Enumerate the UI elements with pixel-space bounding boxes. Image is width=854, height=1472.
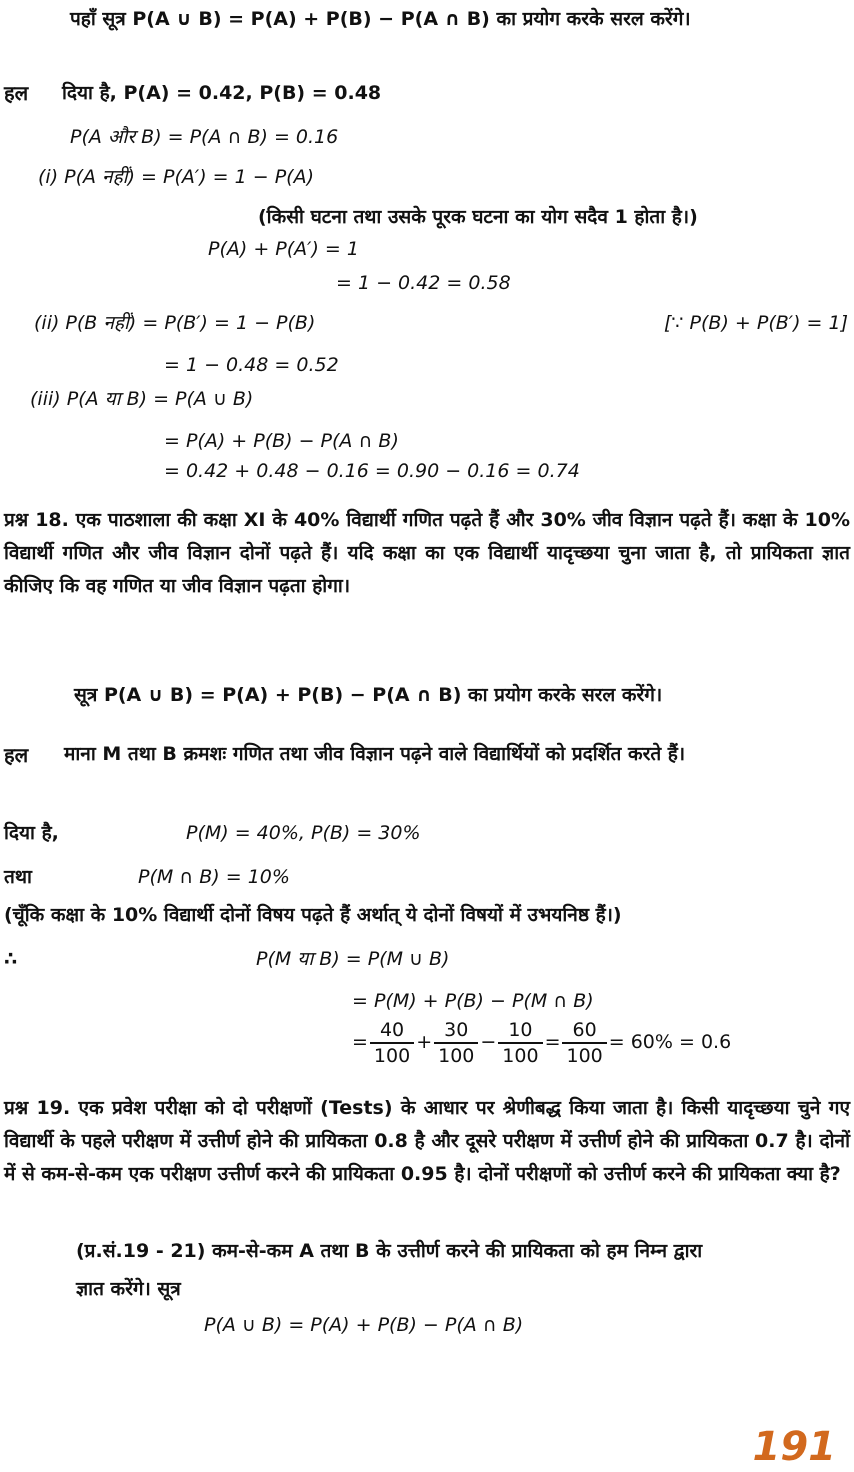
fraction-denominator: 100 (502, 1044, 539, 1067)
q18-step-2: = P(M) + P(B) − P(M ∩ B) (352, 990, 594, 1012)
q19-hint-1: (प्र.सं.19 - 21) कम-से-कम A तथा B के उत्तीर्ण करने की प्रायिकता को हम निम्न द्वारा (76, 1240, 703, 1262)
fraction-numerator: 10 (498, 1018, 542, 1044)
solution-label: हल (4, 81, 29, 105)
question-19: प्रश्न 19. एक प्रवेश परीक्षा को दो परीक्षणों (Tests) के आधार पर श्रेणीबद्ध किया जाता है। किसी यादृच्छया चुने गए विद्यार्थी के पहले परीक्षण में उत्तीर्ण होने की प्रायिकता 0.8 है और दूसरे परीक्षण में उत्तीर्ण होने की प्रायिकता 0.7 है। दोनों में से कम-से-कम एक परीक्षण उत्तीर्ण करने की प्रायिकता 0.95 है। दोनों परीक्षणों को उत्तीर्ण करने की प्रायिकता क्या है? (4, 1097, 850, 1185)
fraction-40-100 (370, 1018, 414, 1068)
eq-sign: = (352, 1031, 368, 1053)
part-ii: (ii) P(B नहीं) = P(B′) = 1 − P(B) (34, 312, 316, 334)
eq-sign: = (544, 1031, 561, 1053)
part-iii-formula: = P(A) + P(B) − P(A ∩ B) (164, 430, 399, 452)
page-number: 191 (752, 1424, 836, 1470)
q19-formula: P(A ∪ B) = P(A) + P(B) − P(A ∩ B) (204, 1314, 524, 1336)
q18-intersection: P(M ∩ B) = 10% (138, 866, 290, 888)
complement-sum: P(A) + P(A′) = 1 (208, 238, 359, 260)
q18-step-1: P(M या B) = P(M ∪ B) (256, 948, 450, 970)
fraction-numerator: 30 (434, 1018, 478, 1044)
part-i: (i) P(A नहीं) = P(A′) = 1 − P(A) (38, 166, 314, 188)
plus-sign: + (416, 1031, 433, 1053)
part-iii: (iii) P(A या B) = P(A ∪ B) (30, 388, 254, 410)
q19-hint-2: ज्ञात करेंगे। सूत्र (76, 1278, 181, 1300)
fraction-denominator: 100 (566, 1044, 603, 1067)
q18-note: (चूँकि कक्षा के 10% विद्यार्थी दोनों विषय पढ़ते हैं अर्थात् ये दोनों विषयों में उभयनिष्ठ हैं।) (4, 904, 622, 926)
therefore-symbol: ∴ (4, 948, 18, 970)
q18-solution-label: हल (4, 743, 29, 767)
fraction-denominator: 100 (438, 1044, 475, 1067)
complement-note: (किसी घटना तथा उसके पूरक घटना का योग सदैव 1 होता है।) (258, 206, 698, 228)
q18-result: = 60% = 0.6 (608, 1031, 732, 1053)
fraction-30-100 (434, 1018, 478, 1068)
part-i-result: = 1 − 0.42 = 0.58 (336, 272, 511, 294)
part-ii-result: = 1 − 0.48 = 0.52 (164, 354, 339, 376)
q18-solution-text: माना M तथा B क्रमशः गणित तथा जीव विज्ञान पढ़ने वाले विद्यार्थियों को प्रदर्शित करते हैं। (64, 743, 686, 765)
part-iii-result: = 0.42 + 0.48 − 0.16 = 0.90 − 0.16 = 0.74 (164, 460, 580, 482)
part-ii-reason: [∵ P(B) + P(B′) = 1] (664, 312, 848, 334)
formula-hint-line: पहाँ सूत्र P(A ∪ B) = P(A) + P(B) − P(A ∩ B) का प्रयोग करके सरल करेंगे। (70, 8, 691, 30)
given-values: दिया है, P(A) = 0.42, P(B) = 0.48 (62, 82, 382, 104)
fraction-denominator: 100 (373, 1044, 411, 1067)
intersection-value: P(A और B) = P(A ∩ B) = 0.16 (70, 126, 339, 148)
fraction-numerator: 60 (562, 1018, 606, 1044)
q18-formula-hint: सूत्र P(A ∪ B) = P(A) + P(B) − P(A ∩ B) का प्रयोग करके सरल करेंगे। (74, 684, 663, 706)
q18-tatha-label: तथा (4, 866, 32, 888)
q18-fraction-line (352, 1014, 731, 1070)
fraction-60-100 (562, 1018, 606, 1068)
fraction-10-100 (498, 1018, 542, 1068)
fraction-numerator: 40 (370, 1018, 414, 1044)
minus-sign: − (480, 1031, 497, 1053)
q18-given: P(M) = 40%, P(B) = 30% (186, 822, 421, 844)
question-18: प्रश्न 18. एक पाठशाला की कक्षा XI के 40% विद्यार्थी गणित पढ़ते हैं और 30% जीव विज्ञान पढ़ते हैं। कक्षा के 10% विद्यार्थी गणित और जीव विज्ञान दोनों पढ़ते हैं। यदि कक्षा का एक विद्यार्थी यादृच्छया चुना जाता है, तो प्रायिकता ज्ञात कीजिए कि वह गणित या जीव विज्ञान पढ़ता होगा। (4, 509, 850, 597)
q18-given-label: दिया है, (4, 822, 59, 844)
